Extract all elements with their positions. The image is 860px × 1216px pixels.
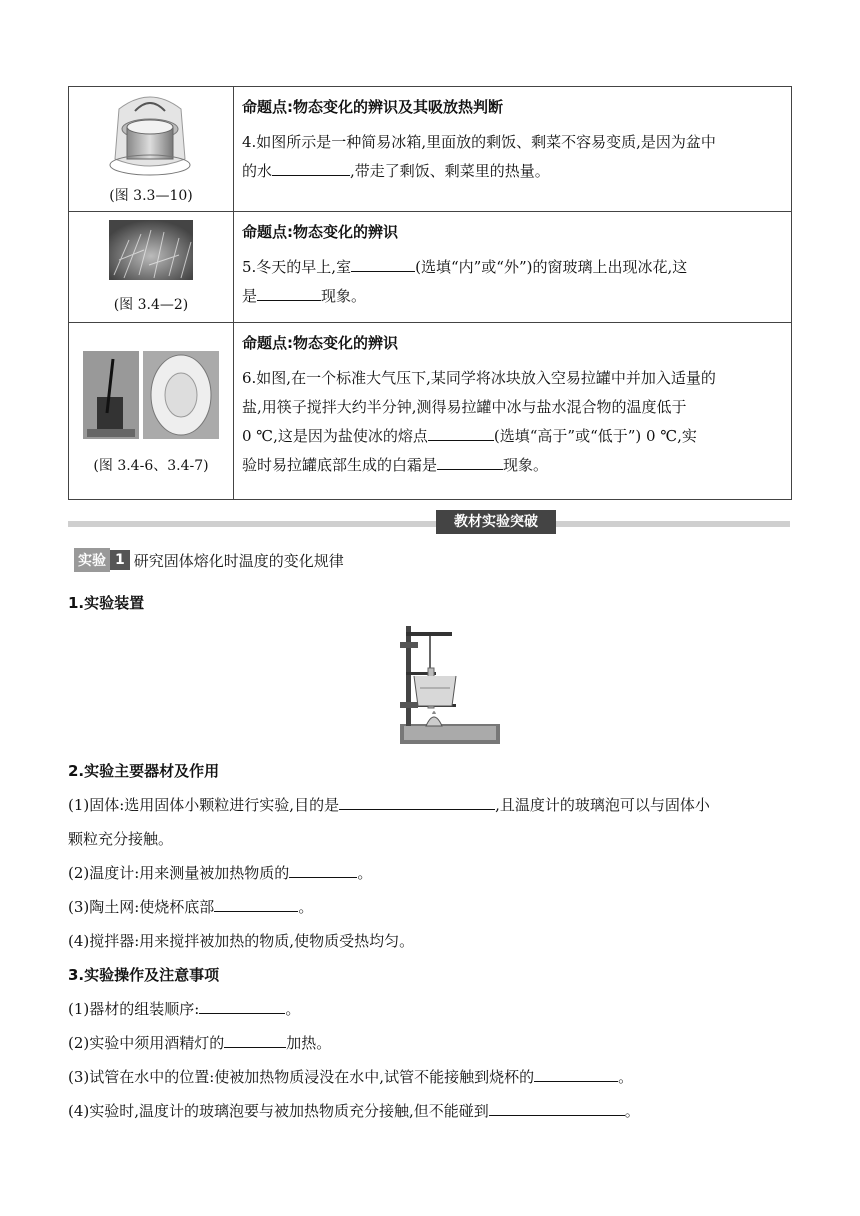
- text-span: (选填“内”或“外”)的窗玻璃上出现冰花,这: [415, 258, 688, 276]
- figure-caption: (图 3.4-6、3.4-7): [93, 458, 209, 474]
- question-text: 4.如图所示是一种简易冰箱,里面放的剩饭、剩菜不容易变质,是因为盆中: [242, 133, 716, 151]
- text-span: 0 ℃,这是因为盐使冰的熔点: [242, 427, 428, 445]
- text-span: ,带走了剩饭、剩菜里的热量。: [350, 162, 550, 180]
- text-span: 加热。: [286, 1034, 332, 1052]
- body-line: [68, 894, 313, 920]
- answer-blank[interactable]: [199, 997, 285, 1014]
- body-line: [68, 860, 372, 886]
- body-line: [68, 996, 300, 1022]
- experiment-title: 研究固体熔化时温度的变化规律: [133, 551, 344, 570]
- topic-label: 命题点:物态变化的辨识: [242, 223, 398, 241]
- text-span: (1)器材的组装顺序:: [68, 1000, 200, 1018]
- question-6: [234, 323, 792, 500]
- apparatus-image: [394, 622, 506, 746]
- image-cell: [69, 323, 234, 500]
- text-span: 。: [618, 1068, 634, 1086]
- answer-blank[interactable]: [351, 255, 415, 272]
- text-span: 。: [298, 898, 314, 916]
- question-5: [234, 212, 792, 323]
- body-line: [68, 1030, 331, 1056]
- answer-blank[interactable]: [534, 1065, 618, 1082]
- answer-blank[interactable]: [272, 159, 350, 176]
- text-span: (1)固体:选用固体小颗粒进行实验,目的是: [68, 796, 340, 814]
- question-text-line: [242, 422, 783, 451]
- question-text-line: [242, 282, 783, 311]
- answer-blank[interactable]: [257, 284, 321, 301]
- section-banner: [68, 516, 790, 530]
- text-span: 。: [357, 864, 373, 882]
- answer-blank[interactable]: [289, 861, 357, 878]
- text-span: 。: [624, 1102, 640, 1120]
- text-span: 现象。: [321, 287, 367, 305]
- text-span: 5.冬天的早上,室: [242, 258, 352, 276]
- question-text: 盐,用筷子搅拌大约半分钟,测得易拉罐中冰与盐水混合物的温度低于: [242, 398, 687, 416]
- can-experiment-image: [83, 351, 219, 439]
- section-heading: 1.实验装置: [68, 594, 145, 612]
- text-span: (2)实验中须用酒精灯的: [68, 1034, 225, 1052]
- text-span: 现象。: [503, 456, 549, 474]
- answer-blank[interactable]: [214, 895, 298, 912]
- experiment-heading: [74, 548, 344, 572]
- body-line: [68, 1098, 640, 1124]
- table-row: [69, 87, 792, 212]
- text-span: 验时易拉罐底部生成的白霜是: [242, 456, 438, 474]
- question-4: [234, 87, 792, 212]
- answer-blank[interactable]: [339, 793, 495, 810]
- body-line: [68, 1064, 633, 1090]
- text-span: 是: [242, 287, 258, 305]
- text-span: (2)温度计:用来测量被加热物质的: [68, 864, 290, 882]
- body-line: [68, 792, 710, 818]
- experiment-tag: 实验: [74, 548, 110, 572]
- text-span: (3)试管在水中的位置:使被加热物质浸没在水中,试管不能接触到烧杯的: [68, 1068, 535, 1086]
- answer-blank[interactable]: [437, 453, 503, 470]
- text-span: ,且温度计的玻璃泡可以与固体小: [495, 796, 710, 814]
- question-text-line: [242, 157, 783, 186]
- answer-blank[interactable]: [489, 1099, 625, 1116]
- topic-label: 命题点:物态变化的辨识及其吸放热判断: [242, 98, 504, 116]
- answer-blank[interactable]: [428, 424, 494, 441]
- figure-caption: (图 3.3—10): [109, 188, 193, 204]
- text-span: 的水: [242, 162, 273, 180]
- text-span: 。: [285, 1000, 301, 1018]
- answer-blank[interactable]: [224, 1031, 286, 1048]
- body-line: (4)搅拌器:用来搅拌被加热的物质,使物质受热均匀。: [68, 932, 415, 950]
- question-text-line: [242, 451, 783, 480]
- topic-label: 命题点:物态变化的辨识: [242, 334, 398, 352]
- text-span: (4)实验时,温度计的玻璃泡要与被加热物质充分接触,但不能碰到: [68, 1102, 489, 1120]
- question-text: 6.如图,在一个标准大气压下,某同学将冰块放入空易拉罐中并加入适量的: [242, 369, 716, 387]
- figure-caption: (图 3.4—2): [113, 297, 189, 313]
- experiment-number: 1: [110, 550, 130, 570]
- question-text-line: [242, 253, 783, 282]
- table-row: [69, 323, 792, 500]
- simple-fridge-image: [105, 89, 195, 181]
- banner-label: 教材实验突破: [436, 510, 556, 534]
- banner-bar: [68, 521, 790, 527]
- table-row: [69, 212, 792, 323]
- section-heading: 3.实验操作及注意事项: [68, 966, 220, 984]
- image-cell: [69, 87, 234, 212]
- text-span: (3)陶土网:使烧杯底部: [68, 898, 215, 916]
- image-cell: [69, 212, 234, 323]
- frost-window-image: [109, 220, 193, 280]
- section-heading: 2.实验主要器材及作用: [68, 762, 220, 780]
- question-table: [68, 86, 792, 500]
- body-line: 颗粒充分接触。: [68, 830, 174, 848]
- text-span: (选填“高于”或“低于”) 0 ℃,实: [493, 427, 697, 445]
